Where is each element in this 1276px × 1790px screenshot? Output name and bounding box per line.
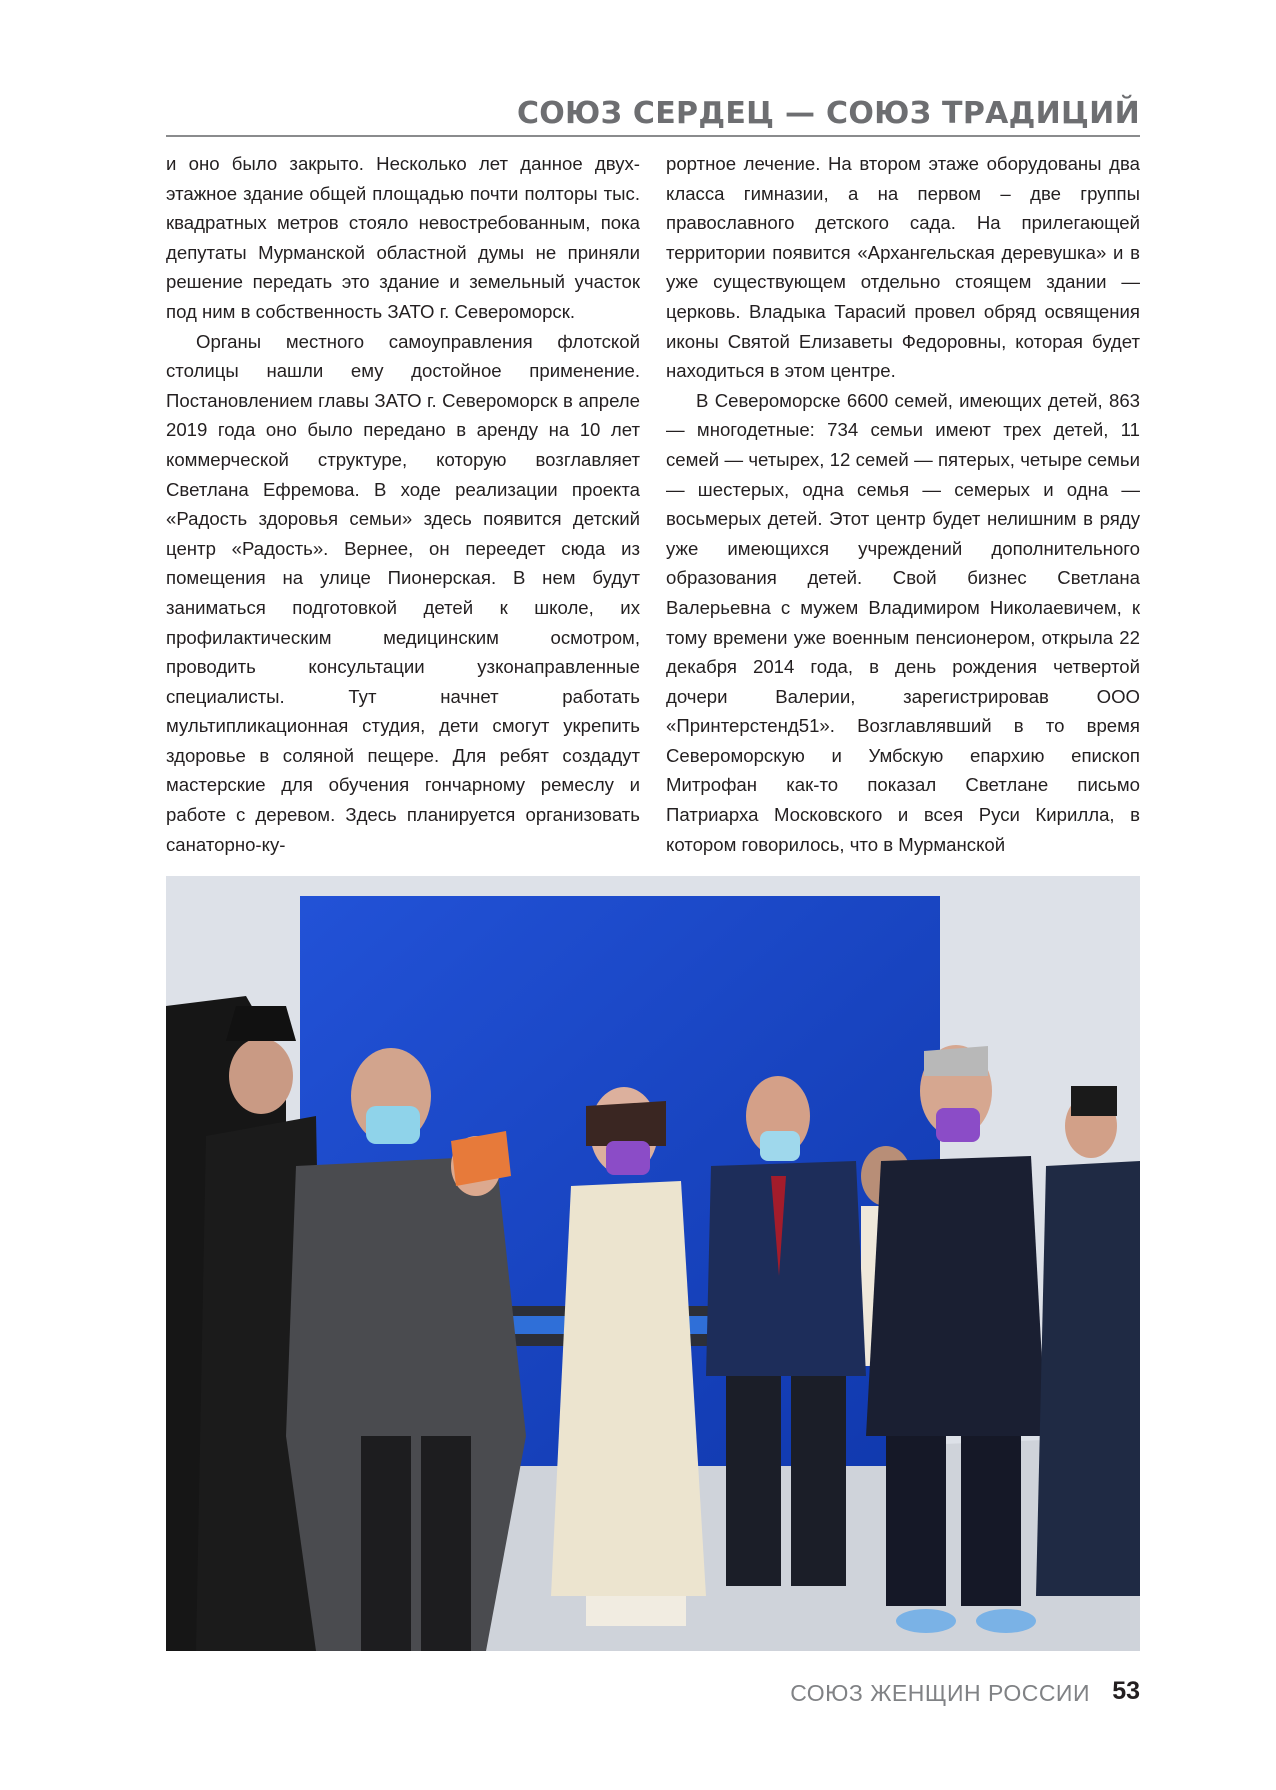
- paragraph: В Североморске 6600 семей, имеющих детей, 863 — многодетные: 734 семьи имеют трех детей, 11 семей — четырех, 12 семей — пятерых, четыре семьи — шестерых, одна семья — семерых и одна — восьмерых детей. Этот центр будет нелишним в ряду уже имеющихся учреждений дополнительного образования детей. Свой бизнес Светлана Валерьевна с мужем Владимиром Николаевичем, к тому времени уже военным пенсионером, открыла 22 декабря 2014 года, в день рождения четвертой дочери Валерии, зарегистрировав ООО «Принтерстенд51». Возглавлявший в то время Североморскую и Умбскую епархию епископ Митрофан как-то показал Светлане письмо Патриарха Московского и всея Руси Кирилла, в котором говорилось, что в Мурманской: [666, 389, 1140, 855]
- page-number: 53: [1112, 1677, 1140, 1705]
- magazine-name: СОЮЗ ЖЕНЩИН РОССИИ: [790, 1680, 1090, 1706]
- header-divider: [166, 135, 1140, 137]
- article-column-right: [666, 149, 1140, 859]
- paragraph: и оно было закрыто. Несколько лет данное двух-этажное здание общей площадью почти полторы тыс. квадратных метров стояло невостребованным, пока депутаты Мурманской областной думы не приняли решение передать это здание и земельный участок под ним в собственность ЗАТО г. Североморск.: [166, 153, 640, 322]
- paragraph: рортное лечение. На втором этаже оборудованы два класса гимназии, а на первом – две группы православного детского сада. На прилегающей территории появится «Архангельская деревушка» и в уже существующем отдельно стоящем здании — церковь. Владыка Тарасий провел обряд освящения иконы Святой Елизаветы Федоровны, которая будет находиться в этом центре.: [666, 153, 1140, 382]
- article-column-left: [166, 149, 640, 859]
- paragraph: Органы местного самоуправления флотской столицы нашли ему достойное применение. Постановлением главы ЗАТО г. Североморск в апреле 2019 года оно было передано в аренду на 10 лет коммерческой структуре, которую возглавляет Светлана Ефремова. В ходе реализации проекта «Радость здоровья семьи» здесь появится детский центр «Радость». Вернее, он переедет сюда из помещения на улице Пионерская. В нем будут заниматься подготовкой детей к школе, их профилактическим медицинским осмотром, проводить консультации узконаправленные специалисты. Тут начнет работать мультипликационная студия, дети смогут укрепить здоровье в соляной пещере. Для ребят создадут мастерские для обучения гончарному ремеслу и работе с деревом. Здесь планируется организовать санаторно-ку-: [166, 330, 640, 855]
- event-photo: [166, 876, 1140, 1651]
- section-title: СОЮЗ СЕРДЕЦ — СОЮЗ ТРАДИЦИЙ: [516, 96, 1140, 131]
